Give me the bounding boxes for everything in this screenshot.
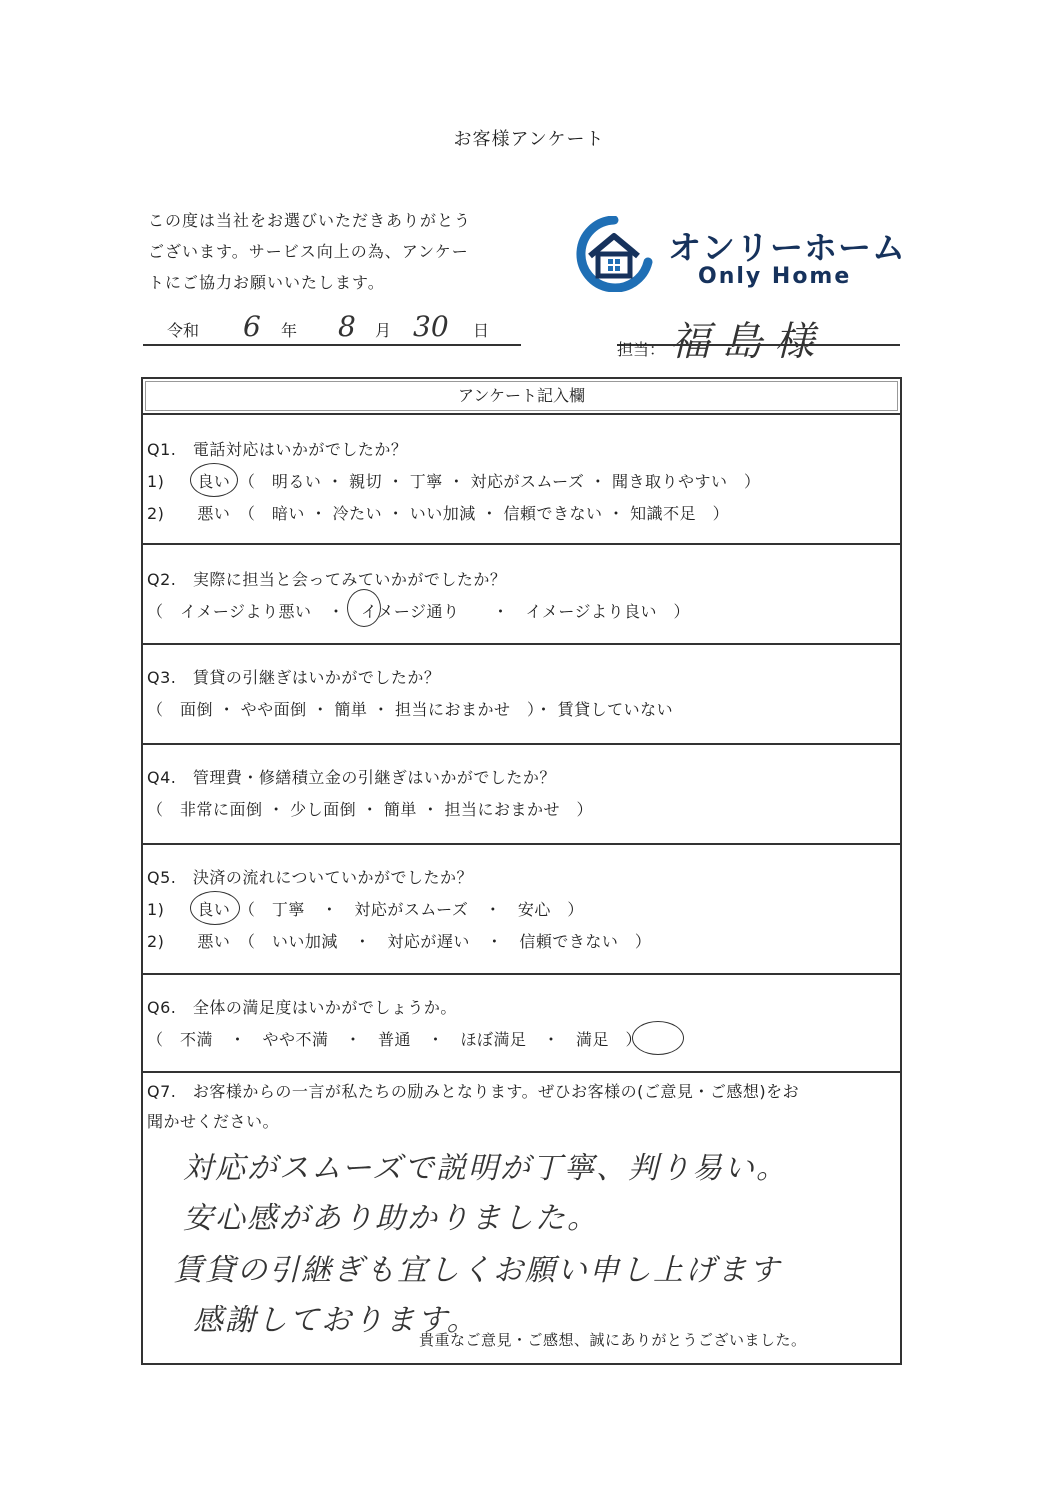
month-value: 8 (338, 310, 356, 343)
year-value: 6 (243, 310, 261, 343)
intro-line: ございます。サービス向上の為、アンケー (148, 242, 469, 261)
answer-options: （ 非常に面倒 ・ 少し面倒 ・ 簡単 ・ 担当におまかせ ） (147, 800, 594, 819)
answer-options: 2) 悪い （ 暗い ・ 冷たい ・ いい加減 ・ 信頼できない ・ 知識不足 ） (147, 504, 730, 523)
question-3 (143, 645, 900, 745)
intro-text (148, 205, 528, 298)
question-text: Q4. 管理費・修繕積立金の引継ぎはいかがでしたか？ (147, 768, 556, 787)
question-5 (143, 845, 900, 975)
day-unit: 日 (473, 321, 490, 340)
question-text: 聞かせください。 (147, 1112, 280, 1131)
question-text: Q2. 実際に担当と会ってみていかがでしたか？ (147, 570, 507, 589)
staff-line (617, 310, 900, 365)
date-line (143, 310, 521, 346)
logo-en-text: Only Home (698, 264, 852, 289)
question-text: Q1. 電話対応はいかがでしたか？ (147, 440, 408, 459)
intro-line: トにご協力お願いいたします。 (148, 273, 385, 292)
handwritten-answer: 対応がスムーズで説明が丁寧、判り易い。 (183, 1151, 788, 1186)
year-unit: 年 (281, 321, 298, 340)
selected-circle (190, 891, 240, 925)
survey-form (141, 377, 902, 1365)
answer-options: 1) 良い （ 丁寧 ・ 対応がスムーズ ・ 安心 ） (147, 900, 584, 919)
handwritten-answer: 賃貸の引継ぎも宜しくお願い申し上げます (173, 1253, 781, 1288)
month-unit: 月 (375, 321, 392, 340)
question-7 (143, 1073, 900, 1363)
answer-options: （ 不満 ・ やや不満 ・ 普通 ・ ほぼ満足 ・ 満足 ） (147, 1030, 643, 1049)
selected-circle (347, 589, 381, 627)
thanks-text: 貴重なご意見・ご感想、誠にありがとうございました。 (419, 1331, 807, 1349)
handwritten-answer: 感謝しております。 (193, 1303, 479, 1338)
answer-options: （ 面倒 ・ やや面倒 ・ 簡単 ・ 担当におまかせ ）・ 賃貸していない (147, 700, 674, 719)
day-value: 30 (413, 310, 449, 343)
company-logo (568, 216, 906, 292)
question-text: Q5. 決済の流れについていかがでしたか？ (147, 868, 474, 887)
answer-options: （ イメージより悪い ・ イメージ通り ・ イメージより良い ） (147, 602, 691, 621)
question-text: Q6. 全体の満足度はいかがでしょうか。 (147, 998, 457, 1017)
question-4 (143, 745, 900, 845)
survey-title: お客様アンケート (453, 129, 605, 150)
handwritten-answer: 安心感があり助かりました。 (183, 1201, 599, 1236)
staff-name: 福島様 (670, 319, 827, 365)
selected-circle (190, 463, 238, 497)
form-header: アンケート記入欄 (143, 379, 900, 415)
question-text: Q3. 賃貸の引継ぎはいかがでしたか？ (147, 668, 441, 687)
answer-options: 2) 悪い （ いい加減 ・ 対応が遅い ・ 信頼できない ） (147, 932, 652, 951)
question-text: Q7. お客様からの一言が私たちの励みとなります。ぜひお客様の(ご意見・ご感想)をお (147, 1082, 800, 1101)
logo-jp-text: オンリーホーム (668, 228, 906, 267)
question-6 (143, 975, 900, 1073)
intro-line: この度は当社をお選びいただきありがとう (148, 211, 472, 230)
era-label: 令和 (167, 321, 200, 340)
answer-options: 1) 良い （ 明るい ・ 親切 ・ 丁寧 ・ 対応がスムーズ ・ 聞き取りやすい ） (147, 472, 761, 491)
staff-label: 担当： (617, 340, 666, 359)
question-1 (143, 415, 900, 545)
house-icon (568, 216, 660, 292)
question-2 (143, 545, 900, 645)
selected-circle (632, 1021, 684, 1055)
